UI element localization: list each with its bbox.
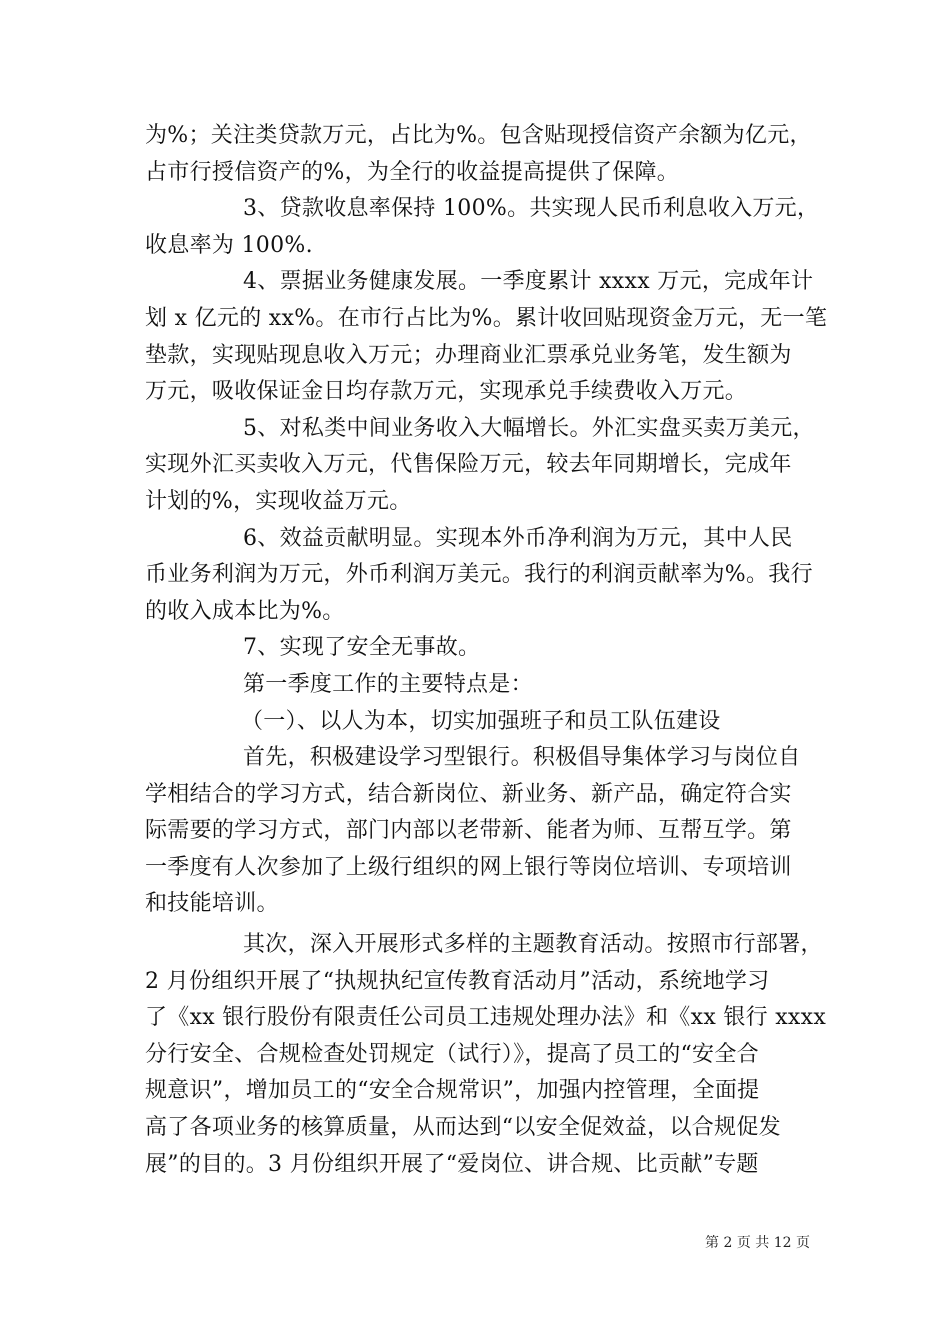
text-line: 其次，深入开展形式多样的主题教育活动。按照市行部署， bbox=[243, 932, 823, 958]
text-line: 3、贷款收息率保持 100%。共实现人民币利息收入万元， bbox=[243, 196, 820, 222]
text-line: 收息率为 100%. bbox=[145, 232, 313, 258]
text-line: 币业务利润为万元，外币利润万美元。我行的利润贡献率为%。我行 bbox=[145, 562, 813, 588]
text-line: 占市行授信资产的%，为全行的收益提高提供了保障。 bbox=[145, 159, 680, 185]
text-line: 万元，吸收保证金日均存款万元，实现承兑手续费收入万元。 bbox=[145, 379, 748, 405]
text-line: 实现外汇买卖收入万元，代售保险万元，较去年同期增长，完成年 bbox=[145, 452, 792, 478]
text-line: 6、效益贡献明显。实现本外币净利润为万元，其中人民 bbox=[243, 525, 793, 551]
text-line: 的收入成本比为%。 bbox=[145, 598, 345, 624]
text-line: 学相结合的学习方式，结合新岗位、新业务、新产品，确定符合实 bbox=[145, 781, 792, 807]
text-line: 垫款，实现贴现息收入万元；办理商业汇票承兑业务笔，发生额为 bbox=[145, 342, 792, 368]
text-line: 2 月份组织开展了“执规执纪宣传教育活动月”活动，系统地学习 bbox=[145, 968, 770, 994]
text-line: 了《xx 银行股份有限责任公司员工违规处理办法》和《xx 银行 xxxx bbox=[145, 1005, 827, 1031]
text-line: 一季度有人次参加了上级行组织的网上银行等岗位培训、专项培训 bbox=[145, 854, 792, 880]
text-line: 分行安全、合规检查处罚规定（试行）》，提高了员工的“安全合 bbox=[145, 1041, 759, 1067]
text-line: 高了各项业务的核算质量，从而达到“以安全促效益，以合规促发 bbox=[145, 1115, 781, 1141]
text-line: 规意识”，增加员工的“安全合规常识”，加强内控管理，全面提 bbox=[145, 1078, 760, 1104]
text-line: 第一季度工作的主要特点是： bbox=[243, 671, 533, 697]
text-line: 展”的目的。3 月份组织开展了“爱岗位、讲合规、比贡献”专题 bbox=[145, 1151, 759, 1177]
text-line: 际需要的学习方式，部门内部以老带新、能者为师、互帮互学。第 bbox=[145, 818, 792, 844]
text-line: 划 x 亿元的 xx%。在市行占比为%。累计收回贴现资金万元，无一笔 bbox=[145, 305, 828, 331]
text-line: 和技能培训。 bbox=[145, 891, 279, 917]
document-body bbox=[145, 118, 828, 1183]
text-line: 7、实现了安全无事故。 bbox=[243, 635, 481, 661]
text-line: 计划的%，实现收益万元。 bbox=[145, 488, 412, 514]
page-number: 第 2 页 共 12 页 bbox=[705, 1235, 810, 1251]
text-line: 4、票据业务健康发展。一季度累计 xxxx 万元，完成年计 bbox=[243, 269, 814, 295]
text-line: 为%；关注类贷款万元，占比为%。包含贴现授信资产余额为亿元， bbox=[145, 123, 812, 148]
section-heading: （一）、以人为本，切实加强班子和员工队伍建设 bbox=[241, 708, 721, 734]
text-line: 5、对私类中间业务收入大幅增长。外汇实盘买卖万美元， bbox=[243, 415, 815, 441]
text-line: 首先，积极建设学习型银行。积极倡导集体学习与岗位自 bbox=[243, 745, 801, 771]
